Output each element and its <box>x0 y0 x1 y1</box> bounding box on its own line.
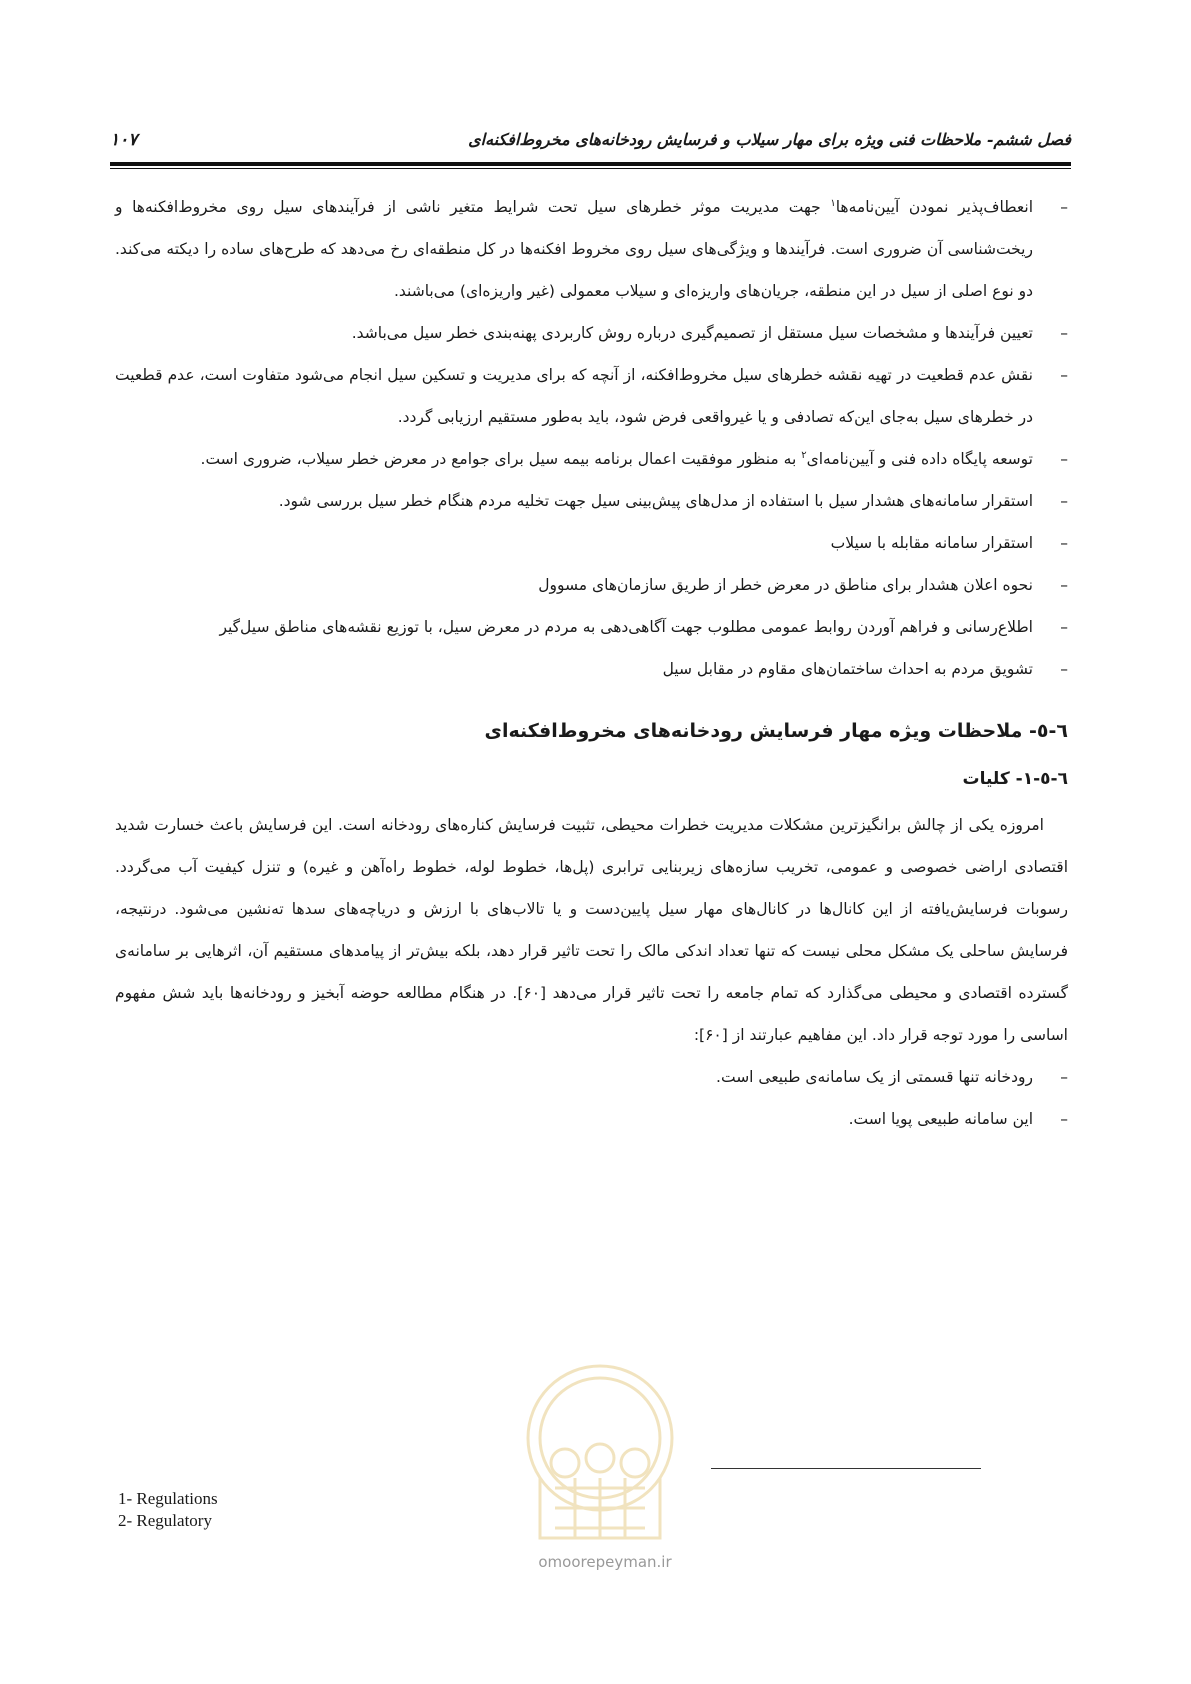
list-item <box>115 648 1068 690</box>
bullet-list-top <box>115 186 1068 690</box>
list-item <box>115 312 1068 354</box>
bullet-dash: – <box>1060 1068 1068 1086</box>
bullet-list-bottom <box>115 1056 1068 1140</box>
footnote-rule <box>711 1468 981 1469</box>
list-item <box>115 354 1068 438</box>
list-item-text: به منظور موفقیت اعمال برنامه بیمه سیل برای جوامع در معرض خطر سیلاب، ضروری است. <box>200 450 802 468</box>
list-item <box>115 1098 1068 1140</box>
page-number: ۱۰۷ <box>110 130 138 150</box>
list-item-text: استقرار سامانه‌های هشدار سیل با استفاده از مدل‌های پیش‌بینی سیل جهت تخلیه مردم هنگام خطر سیل بررسی شود. <box>278 492 1033 510</box>
bullet-dash: – <box>1060 534 1068 552</box>
bullet-dash: – <box>1060 324 1068 342</box>
list-item-text: نقش عدم قطعیت در تهیه نقشه خطرهای سیل مخروط‌افکنه، از آنچه که برای مدیریت و تسکین سیل انجام می‌شود متفاوت است، عدم قطعیت در خطرهای سیل به‌جای این‌که تصادفی و یا غیرواقعی فرض شود، باید به‌طور مستقیم ارزیابی گردد. <box>115 366 1033 426</box>
bullet-dash: – <box>1060 660 1068 678</box>
list-item-text: انعطاف‌پذیر نمودن آیین‌نامه‌ها <box>835 198 1034 216</box>
watermark-url: omoorepeyman.ir <box>538 1553 672 1571</box>
bullet-dash: – <box>1060 366 1068 384</box>
list-item <box>115 522 1068 564</box>
bullet-dash: – <box>1060 1110 1068 1128</box>
bullet-dash: – <box>1060 198 1068 216</box>
watermark-seal <box>495 1358 705 1548</box>
footnotes <box>118 1488 218 1532</box>
list-item-text: نحوه اعلان هشدار برای مناطق در معرض خطر از طریق سازمان‌های مسوول <box>538 576 1033 594</box>
footnote-1: 1- Regulations <box>118 1489 218 1508</box>
list-item <box>115 606 1068 648</box>
running-header <box>110 130 1071 160</box>
list-item <box>115 480 1068 522</box>
list-item-text: این سامانه طبیعی پویا است. <box>848 1110 1033 1128</box>
bullet-dash: – <box>1060 492 1068 510</box>
list-item <box>115 186 1068 312</box>
body-content <box>115 186 1068 1140</box>
list-item-text: استقرار سامانه مقابله با سیلاب <box>830 534 1033 552</box>
section-heading: ٦-٥- ملاحظات ویژه مهار فرسایش رودخانه‌های مخروط‌افکنه‌ای <box>484 720 1068 742</box>
subsection-heading: ٦-٥-١- کلیات <box>962 769 1068 789</box>
footnote-marker: ۲ <box>801 449 807 461</box>
bullet-dash: – <box>1060 450 1068 468</box>
list-item-text: جهت مدیریت موثر خطرهای سیل تحت شرایط متغیر ناشی از فرآیندهای سیل روی مخروط‌افکنه‌ها و ریخت‌شناسی آن ضروری است. فرآیندها و ویژگی‌های سیل روی مخروط افکنه‌ها در کل منطقه‌ای رخ می‌دهد که طرح‌های ساده را دیکته می‌کند. دو نوع اصلی از سیل در این منطقه، جریان‌های واریزه‌ای و سیلاب معمولی (غیر واریزه‌ای) می‌باشند. <box>115 198 1033 300</box>
header-rule <box>110 162 1071 169</box>
list-item-text: تشویق مردم به احداث ساختمان‌های مقاوم در مقابل سیل <box>662 660 1033 678</box>
body-paragraph: امروزه یکی از چالش برانگیزترین مشکلات مدیریت خطرات محیطی، تثبیت فرسایش کناره‌های رودخانه است. این فرسایش باعث خسارت شدید اقتصادی اراضی خصوصی و عمومی، تخریب سازه‌های زیربنایی ترابری (پل‌ها، خطوط لوله، خطوط راه‌آهن و غیره) و تنزل کیفیت آب می‌گردد. رسوبات فرسایش‌یافته از این کانال‌ها در کانال‌های مهار سیل پایین‌دست و یا تالاب‌های با ارزش و دریاچه‌های سدها ته‌نشین می‌شود. درنتیجه، فرسایش ساحلی یک مشکل محلی نیست که تنها تعداد اندکی مالک را تحت تاثیر قرار دهد، بلکه بیش‌تر از پیامدهای مستقیم آن، اثرهایی بر سامانه‌ی گسترده اقتصادی و محیطی می‌گذارد که تمام جامعه را تحت تاثیر قرار می‌دهد [۶۰]. در هنگام مطالعه حوضه آبخیز و رودخانه‌ها باید شش مفهوم اساسی را مورد توجه قرار داد. این مفاهیم عبارتند از [۶۰]: <box>115 816 1068 1044</box>
chapter-title: فصل ششم- ملاحظات فنی ویژه برای مهار سیلاب و فرسایش رودخانه‌های مخروط‌افکنه‌ای <box>468 130 1071 149</box>
bullet-dash: – <box>1060 576 1068 594</box>
bullet-dash: – <box>1060 618 1068 636</box>
list-item-text: توسعه پایگاه داده فنی و آیین‌نامه‌ای <box>806 450 1033 468</box>
list-item-text: رودخانه تنها قسمتی از یک سامانه‌ی طبیعی است. <box>716 1068 1033 1086</box>
footnote-marker: ۱ <box>830 197 836 209</box>
list-item-text: اطلاع‌رسانی و فراهم آوردن روابط عمومی مطلوب جهت آگاهی‌دهی به مردم در معرض سیل، با توزیع نقشه‌های مناطق سیل‌گیر <box>219 618 1033 636</box>
list-item-text: تعیین فرآیندها و مشخصات سیل مستقل از تصمیم‌گیری درباره روش کاربردی پهنه‌بندی خطر سیل می‌باشد. <box>351 324 1033 342</box>
list-item <box>115 1056 1068 1098</box>
list-item <box>115 564 1068 606</box>
footnote-2: 2- Regulatory <box>118 1511 212 1530</box>
list-item <box>115 438 1068 480</box>
